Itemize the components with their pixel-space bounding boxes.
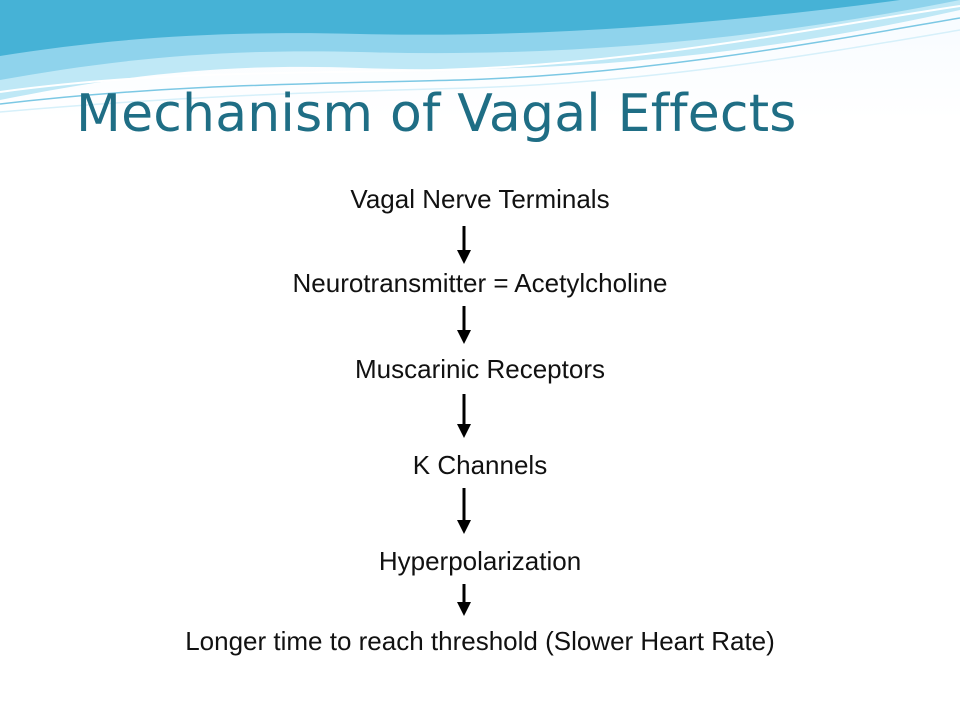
step-hyperpolarization: Hyperpolarization [378,546,582,576]
step-longer-time-to-threshold: Longer time to reach threshold (Slower Heart Rate) [185,626,775,656]
slide-title: Mechanism of Vagal Effects [76,84,797,144]
step-muscarinic-receptors: Muscarinic Receptors [355,354,605,384]
arrow-down-icon [456,306,472,344]
arrow-down-icon [456,394,472,438]
step-vagal-nerve-terminals: Vagal Nerve Terminals [350,184,610,214]
step-k-channels: K Channels [412,450,548,480]
arrow-down-icon [456,226,472,264]
arrow-down-icon [456,488,472,534]
step-neurotransmitter: Neurotransmitter = Acetylcholine [292,268,668,298]
arrow-down-icon [456,584,472,616]
